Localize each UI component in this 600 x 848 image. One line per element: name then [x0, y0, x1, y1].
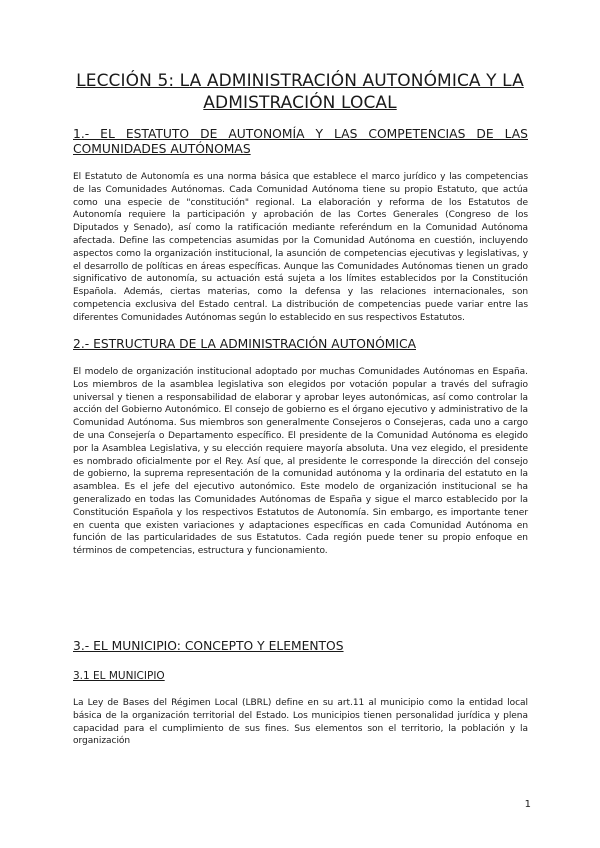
- page-number: 1: [524, 799, 531, 810]
- document-title: LECCIÓN 5: LA ADMINISTRACIÓN AUTONÓMICA Y LA ADMISTRACIÓN LOCAL: [76, 71, 524, 113]
- section-2-paragraph: El modelo de organización institucional adoptado por muchas Comunidades Autónomas en España. Los miembros de la asamblea legislativa son elegidos por votación popular a través del sufragio universal y tienen a responsabilidad de elaborar y aprobar leyes autonómicas, así como controlar la acción del Gobierno Autonómico. El consejo de gobierno es el órgano ejecutivo y administrativo de la Comunidad Autónoma. Sus miembros son generalmente Consejeros o Consejeras, cada uno a cargo de una Consejería o Departamento específico. El presidente de la Comunidad Autónoma es elegido por la Asamblea Legislativa, y su elección requiere mayoría absoluta. Una vez elegido, el presidente es nombrado oficialmente por el Rey. Así que, al presidente le corresponde la dirección del consejo de gobierno, la suprema representación de la comunidad autónoma y la ordinaria del estatuto en la asamblea. Es el jefe del ejecutivo autonómico. Este modelo de organización institucional se ha generalizado en todas las Comunidades Autónomas de España y sigue el marco establecido por la Constitución Española y los respectivos Estatutos de Autonomía. Sin embargo, es importante tener en cuenta que existen variaciones y adaptaciones específicas en cada Comunidad Autónoma en función de las particularidades de sus Estatutos. Cada región puede tener su propio enfoque en términos de competencias, estructura y funcionamiento.: [73, 367, 528, 557]
- section-3-1-subheading: 3.1 EL MUNICIPIO: [73, 670, 165, 682]
- section-2-heading: 2.- ESTRUCTURA DE LA ADMINISTRACIÓN AUTONÓMICA: [73, 337, 416, 351]
- section-1-paragraph: El Estatuto de Autonomía es una norma básica que establece el marco jurídico y las competencias de las Comunidades Autónomas. Cada Comunidad Autónoma tiene su propio Estatuto, que actúa como una especie de "constitución" regional. La elaboración y reforma de los Estatutos de Autonomía requiere la participación y aprobación de las Cortes Generales (Congreso de los Diputados y Senado), así como la ratificación mediante referéndum en la Comunidad Autónoma afectada. Define las competencias asumidas por la Comunidad Autónoma en cuestión, incluyendo aspectos como la organización institucional, la asunción de competencias ejecutivas y legislativas, y el desarrollo de políticas en áreas específicas. Aunque las Comunidades Autónomas tienen un grado significativo de autonomía, su actuación está sujeta a los límites establecidos por la Constitución Española. Además, ciertas materias, como la defensa y las relaciones internacionales, son competencia exclusiva del Estado central. La distribución de competencias puede variar entre las diferentes Comunidades Autónomas según lo establecido en sus respectivos Estatutos.: [73, 172, 528, 323]
- section-3-1-paragraph: La Ley de Bases del Régimen Local (LBRL) define en su art.11 al municipio como la entidad local básica de la organización territorial del Estado. Los municipios tienen personalidad jurídica y plena capacidad para el cumplimiento de sus fines. Sus elementos son el territorio, la población y la organización: [73, 698, 528, 747]
- section-3-heading: 3.- EL MUNICIPIO: CONCEPTO Y ELEMENTOS: [73, 639, 344, 653]
- section-1-heading: 1.- EL ESTATUTO DE AUTONOMÍA Y LAS COMPETENCIAS DE LAS COMUNIDADES AUTÓNOMAS: [73, 127, 528, 156]
